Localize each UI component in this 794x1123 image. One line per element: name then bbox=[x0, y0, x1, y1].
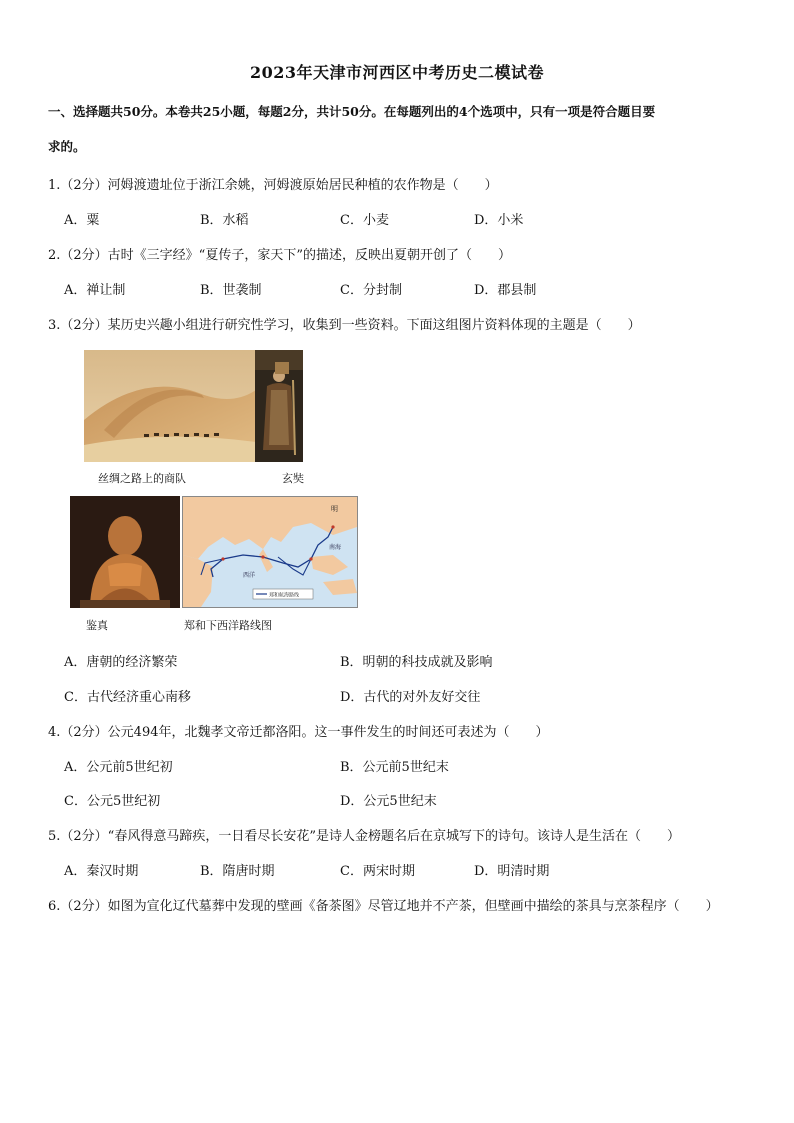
section-instructions-line1: 一、选择题共50分。本卷共25小题，每题2分，共计50分。在每题列出的4个选项中，只有一项是符合题目要 bbox=[48, 104, 656, 119]
caption-silk-road-caravan: 丝绸之路上的商队 bbox=[98, 472, 186, 485]
question-3-stem: 3.（2分）某历史兴趣小组进行研究性学习，收集到一些资料。下面这组图片资料体现的主题是（ ） bbox=[48, 318, 641, 333]
caption-jianzhen: 鉴真 bbox=[86, 619, 108, 632]
question-1-option-d[interactable]: D．小米 bbox=[474, 213, 524, 228]
question-2-option-d[interactable]: D．郡县制 bbox=[474, 283, 537, 298]
question-3-option-b[interactable]: B．明朝的科技成就及影响 bbox=[340, 655, 493, 670]
question-1-option-c[interactable]: C．小麦 bbox=[340, 213, 389, 228]
zheng-he-voyage-map bbox=[182, 496, 358, 608]
question-3-option-a[interactable]: A．唐朝的经济繁荣 bbox=[64, 655, 178, 670]
question-1-option-b[interactable]: B．水稻 bbox=[200, 213, 249, 228]
map-label-west-ocean: 西洋 bbox=[243, 572, 256, 579]
question-4-option-a[interactable]: A．公元前5世纪初 bbox=[64, 760, 173, 775]
question-2-option-a[interactable]: A．禅让制 bbox=[64, 283, 126, 298]
xuanzang-portrait-image bbox=[255, 350, 303, 462]
question-6-stem: 6.（2分）如图为宣化辽代墓葬中发现的壁画《备茶图》尽管辽地并不产茶，但壁画中描绘的茶具与烹茶程序（ ） bbox=[48, 899, 719, 914]
question-3-option-c[interactable]: C．古代经济重心南移 bbox=[64, 690, 191, 705]
question-4-stem: 4.（2分）公元494年，北魏孝文帝迁都洛阳。这一事件发生的时间还可表述为（ ） bbox=[48, 725, 549, 740]
question-2-option-c[interactable]: C．分封制 bbox=[340, 283, 402, 298]
question-4-option-d[interactable]: D．公元5世纪末 bbox=[340, 794, 437, 809]
question-1-option-a[interactable]: A．粟 bbox=[64, 213, 100, 228]
section-instructions-line2: 求的。 bbox=[48, 139, 86, 154]
exam-title: 2023年天津市河西区中考历史二模试卷 bbox=[249, 63, 545, 82]
question-5-option-b[interactable]: B．隋唐时期 bbox=[200, 864, 275, 879]
question-2-stem: 2.（2分）古时《三字经》“夏传子，家天下”的描述，反映出夏朝开创了（ ） bbox=[48, 248, 511, 263]
question-2-option-b[interactable]: B．世袭制 bbox=[200, 283, 262, 298]
question-4-option-c[interactable]: C．公元5世纪初 bbox=[64, 794, 161, 809]
caption-xuanzang: 玄奘 bbox=[282, 472, 304, 485]
question-5-option-a[interactable]: A．秦汉时期 bbox=[64, 864, 139, 879]
question-1-stem: 1.（2分）河姆渡遗址位于浙江余姚，河姆渡原始居民种植的农作物是（ ） bbox=[48, 178, 498, 193]
jianzhen-statue-image bbox=[70, 496, 180, 608]
question-5-option-d[interactable]: D．明清时期 bbox=[474, 864, 550, 879]
section-instructions bbox=[48, 94, 748, 164]
question-4-option-b[interactable]: B．公元前5世纪末 bbox=[340, 760, 449, 775]
silk-road-caravan-image bbox=[84, 350, 256, 462]
caption-zheng-he-map: 郑和下西洋路线图 bbox=[184, 619, 272, 632]
question-3-option-d[interactable]: D．古代的对外友好交往 bbox=[340, 690, 481, 705]
question-5-stem: 5.（2分）“春风得意马蹄疾，一日看尽长安花”是诗人金榜题名后在京城写下的诗句。该诗人是生活在（ ） bbox=[48, 829, 680, 844]
map-legend-route: 郑和航海路线 bbox=[269, 592, 300, 599]
map-label-ming: 明 bbox=[331, 505, 338, 513]
question-5-option-c[interactable]: C．两宋时期 bbox=[340, 864, 415, 879]
map-label-south-sea: 南海 bbox=[329, 544, 342, 551]
